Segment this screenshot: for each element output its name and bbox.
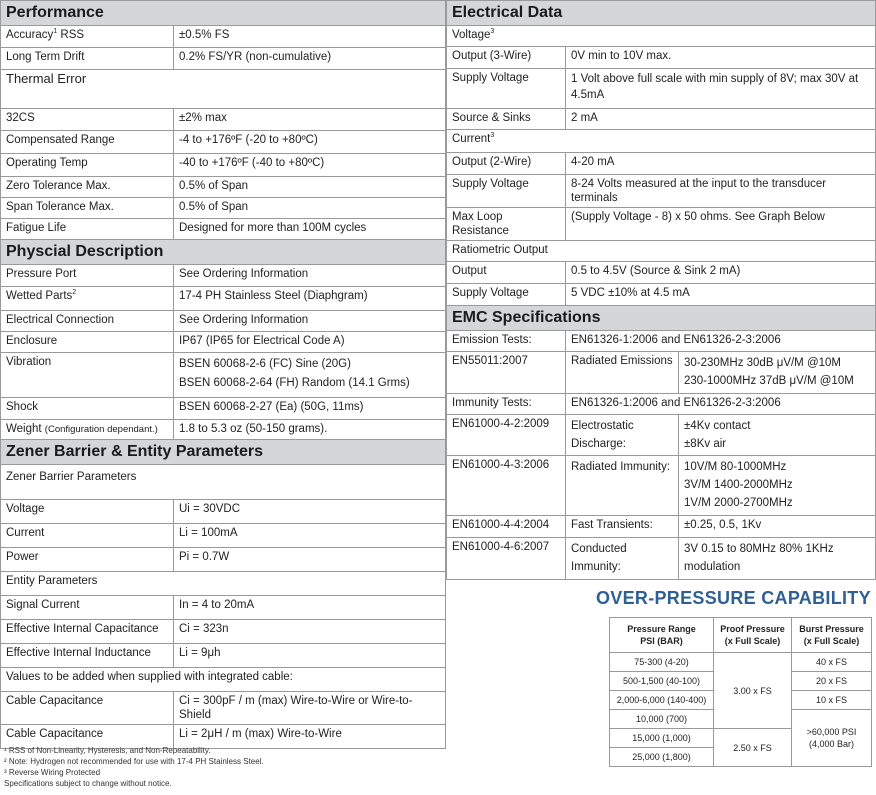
e42-label: EN61000-4-2:2009 [447,415,566,456]
op-range-4: 10,000 (700) [610,710,714,729]
electrical-table [446,0,876,306]
op-range-1: 75-300 (4-20) [610,653,714,672]
op-burst-3: 10 x FS [792,691,872,710]
e43-sub: Radiated Immunity: [566,456,679,516]
ind-value: Li = 9μh [174,644,446,668]
op-range-3: 2,000-6,000 (140-400) [610,691,714,710]
fatigue-value: Designed for more than 100M cycles [174,219,446,240]
footnote-4: Specifications subject to change without notice. [4,779,172,788]
vibration-label: Vibration [1,353,174,398]
footnote-1: ¹ RSS of Non-Linearity, Hysteresis, and Non-Repeatability. [4,746,211,755]
overpressure-title: OVER-PRESSURE CAPABILITY [596,588,871,608]
e44-value: ±0.25, 0.5, 1Kv [679,516,876,538]
op-burst-1: 40 x FS [792,653,872,672]
supply2-value: 8-24 Volts measured at the input to the transducer terminals [566,175,876,208]
e-voltage-label: Voltage$^3$ [447,26,876,47]
ratio-output-label: Output [447,262,566,284]
ltd-value: 0.2% FS/YR (non-cumulative) [174,48,446,70]
en55011-label: EN55011:2007 [447,352,566,394]
op-header-proof: Proof Pressure (x Full Scale) [714,618,792,653]
vibration-value: BSEN 60068-2-6 (FC) Sine (20G) BSEN 60068-2-64 (FH) Random (14.1 Grms) [174,353,446,398]
zero-label: Zero Tolerance Max. [1,177,174,198]
e44-sub: Fast Transients: [566,516,679,538]
e44-label: EN61000-4-4:2004 [447,516,566,538]
footnotes [4,745,264,789]
e42-sub: Electrostatic Discharge: [566,415,679,456]
accuracy-value: ±0.5% FS [174,26,446,48]
e43-value: 10V/M 80-1000MHz 3V/M 1400-2000MHz 1V/M 2000-2700MHz [679,456,876,516]
ss1-value: 2 mA [566,109,876,130]
zero-value: 0.5% of Span [174,177,446,198]
right-column [446,0,876,580]
supply1-value: 1 Volt above full scale with min supply of 8V; max 30V at 4.5mA [566,69,876,109]
supply2-label: Supply Voltage [447,175,566,208]
supply1-label: Supply Voltage [447,69,566,109]
port-value: See Ordering Information [174,265,446,287]
supply3-value: 5 VDC ±10% at 4.5 mA [566,284,876,306]
op-range-5: 15,000 (1,000) [610,729,714,748]
cable2-value: Li = 2μH / m (max) Wire-to-Wire [174,725,446,749]
loop-label: Max Loop Resistance [447,208,566,241]
emission-label: Emission Tests: [447,331,566,352]
accuracy-label: Accuracy$^1$ RSS [1,26,174,48]
emission-value: EN61326-1:2006 and EN61326-2-3:2006 [566,331,876,352]
radiated-em-label: Radiated Emissions [566,352,679,394]
e46-sub: Conducted Immunity: [566,538,679,580]
wetted-label: Wetted Parts$^2$ [1,287,174,311]
ltd-label: Long Term Drift [1,48,174,70]
z-voltage-value: Ui = 30VDC [174,500,446,524]
emc-heading: EMC Specifications [447,306,876,331]
z-power-label: Power [1,548,174,572]
out3-label: Output (3-Wire) [447,47,566,69]
thermal-label: Thermal Error [1,70,446,109]
weight-label: Weight (Configuration dependant.) [1,420,174,440]
e-current-label: Current$^3$ [447,130,876,153]
ratio-label: Ratiometric Output [447,241,876,262]
entity-label: Entity Parameters [1,572,446,596]
shock-label: Shock [1,398,174,420]
z-current-label: Current [1,524,174,548]
cs-label: 32CS [1,109,174,131]
comp-value: -4 to +176ºF (-20 to +80ºC) [174,131,446,154]
emc-table [446,305,876,580]
cap-value: Ci = 323n [174,620,446,644]
span-value: 0.5% of Span [174,198,446,219]
zb-label: Zener Barrier Parameters [1,465,446,500]
overpressure-table [609,617,872,767]
e46-value: 3V 0.15 to 80MHz 80% 1KHz modulation [679,538,876,580]
cap-label: Effective Internal Capacitance [1,620,174,644]
span-label: Span Tolerance Max. [1,198,174,219]
op-label: Operating Temp [1,154,174,177]
ss1-label: Source & Sinks [447,109,566,130]
performance-heading: Performance [1,1,446,26]
loop-value: (Supply Voltage - 8) x 50 ohms. See Graph Below [566,208,876,241]
out3-value: 0V min to 10V max. [566,47,876,69]
z-voltage-label: Voltage [1,500,174,524]
values-label: Values to be added when supplied with integrated cable: [1,668,446,692]
out2-label: Output (2-Wire) [447,153,566,175]
wetted-value: 17-4 PH Stainless Steel (Diaphgram) [174,287,446,311]
comp-label: Compensated Range [1,131,174,154]
op-range-2: 500-1,500 (40-100) [610,672,714,691]
footnote-3: ³ Reverse Wiring Protected [4,768,101,777]
cable1-value: Ci = 300pF / m (max) Wire-to-Wire or Wire-to-Shield [174,692,446,725]
op-range-6: 25,000 (1,800) [610,748,714,767]
z-current-value: Li = 100mA [174,524,446,548]
performance-table [0,0,446,749]
supply3-label: Supply Voltage [447,284,566,306]
op-proof-b: 2.50 x FS [714,729,792,767]
op-header-range: Pressure Range PSI (BAR) [610,618,714,653]
out2-value: 4-20 mA [566,153,876,175]
physical-heading: Physcial Description [1,240,446,265]
footnote-2: ² Note: Hydrogen not recommended for use with 17-4 PH Stainless Steel. [4,757,264,766]
e46-label: EN61000-4-6:2007 [447,538,566,580]
enclosure-label: Enclosure [1,332,174,353]
port-label: Pressure Port [1,265,174,287]
cable2-label: Cable Capacitance [1,725,174,749]
ind-label: Effective Internal Inductance [1,644,174,668]
electrical-heading: Electrical Data [447,1,876,26]
weight-value: 1.8 to 5.3 oz (50-150 grams). [174,420,446,440]
signal-label: Signal Current [1,596,174,620]
op-burst-4: >60,000 PSI (4,000 Bar) [792,710,872,767]
zener-heading: Zener Barrier & Entity Parameters [1,440,446,465]
shock-value: BSEN 60068-2-27 (Ea) (50G, 11ms) [174,398,446,420]
op-value: -40 to +176ºF (-40 to +80ºC) [174,154,446,177]
immunity-value: EN61326-1:2006 and EN61326-2-3:2006 [566,394,876,415]
immunity-label: Immunity Tests: [447,394,566,415]
op-proof-a: 3.00 x FS [714,653,792,729]
signal-value: In = 4 to 20mA [174,596,446,620]
op-header-burst: Burst Pressure (x Full Scale) [792,618,872,653]
left-column [0,0,446,749]
elec-value: See Ordering Information [174,311,446,332]
cable1-label: Cable Capacitance [1,692,174,725]
cs-value: ±2% max [174,109,446,131]
radiated-em-value: 30-230MHz 30dB μV/M @10M 230-1000MHz 37dB μV/M @10M [679,352,876,394]
elec-label: Electrical Connection [1,311,174,332]
e43-label: EN61000-4-3:2006 [447,456,566,516]
enclosure-value: IP67 (IP65 for Electrical Code A) [174,332,446,353]
z-power-value: Pi = 0.7W [174,548,446,572]
ratio-output-value: 0.5 to 4.5V (Source & Sink 2 mA) [566,262,876,284]
e42-value: ±4Kv contact ±8Kv air [679,415,876,456]
op-burst-2: 20 x FS [792,672,872,691]
fatigue-label: Fatigue Life [1,219,174,240]
